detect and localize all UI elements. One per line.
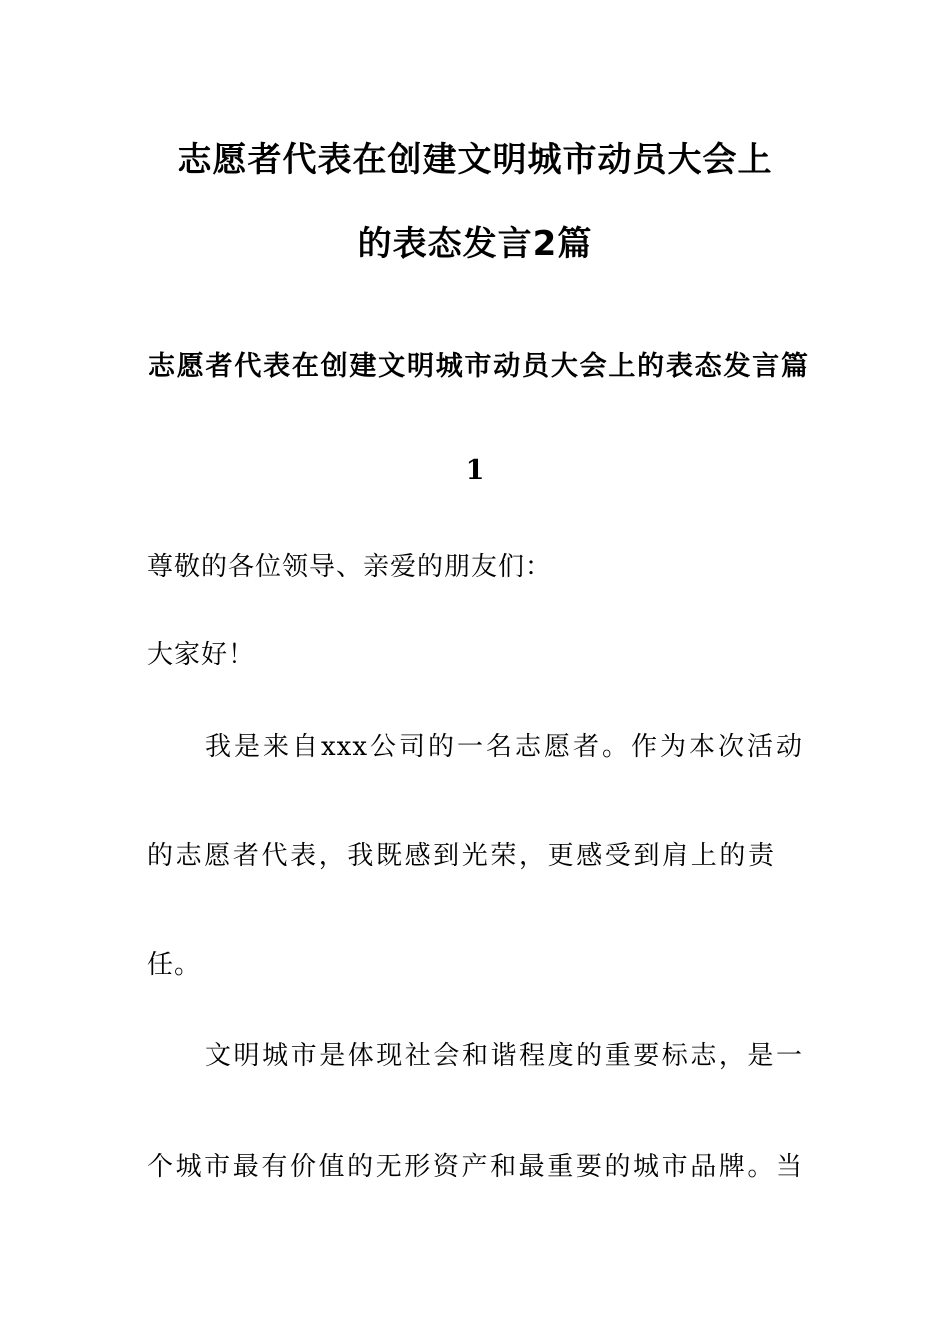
paragraph-1-line-3: 任。 <box>147 950 202 980</box>
paragraph-1-line-1: 我是来自xxx公司的一名志愿者。作为本次活动 <box>205 732 803 762</box>
document-title-line-1: 志愿者代表在创建文明城市动员大会上 <box>177 140 773 180</box>
section-heading-line-2: 1 <box>465 455 485 486</box>
salutation-text: 尊敬的各位领导、亲爱的朋友们： <box>147 552 553 582</box>
paragraph-2-line-1: 文明城市是体现社会和谐程度的重要标志，是一 <box>205 1041 803 1071</box>
document-title-line-2: 的表态发言2篇 <box>357 224 593 264</box>
section-heading-line-1: 志愿者代表在创建文明城市动员大会上的表态发言篇 <box>148 351 808 382</box>
greeting-text: 大家好！ <box>147 640 256 670</box>
paragraph-1-line-2: 的志愿者代表，我既感到光荣，更感受到肩上的责 <box>147 841 775 871</box>
paragraph-2-line-2: 个城市最有价值的无形资产和最重要的城市品牌。当 <box>147 1152 803 1182</box>
